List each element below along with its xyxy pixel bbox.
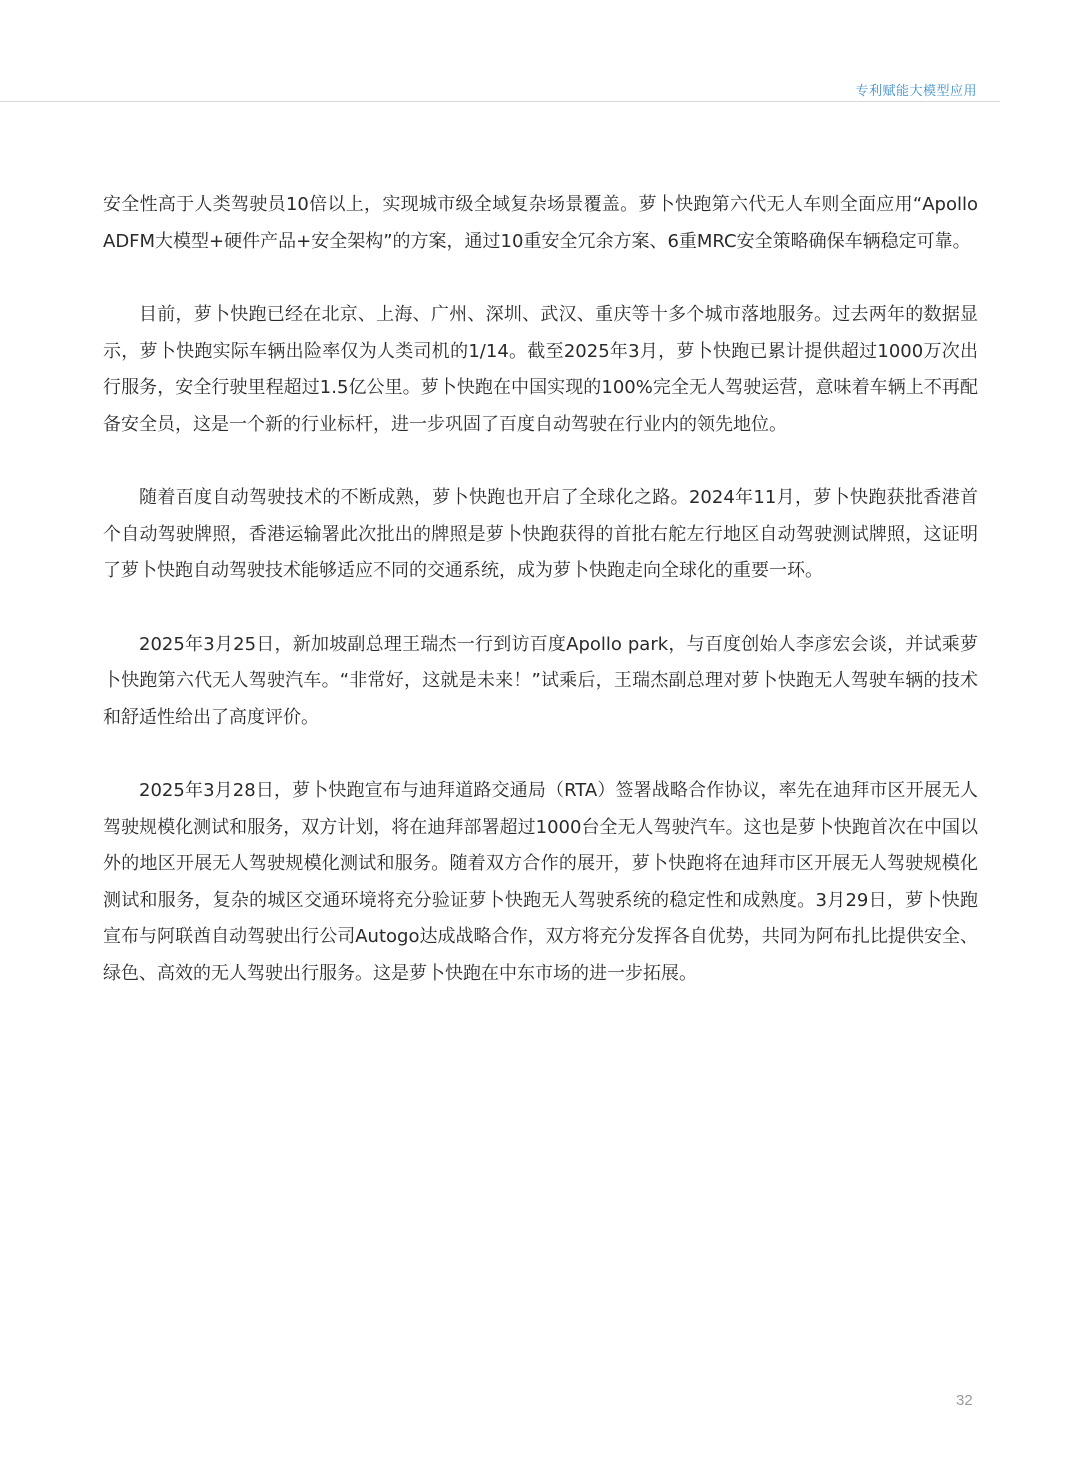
page-number: 32: [956, 1392, 973, 1409]
paragraph-middle-east: 2025年3月28日，萝卜快跑宣布与迪拜道路交通局（RTA）签署战略合作协议，率先在迪拜市区开展无人驾驶规模化测试和服务，双方计划，将在迪拜部署超过1000台全无人驾驶汽车。这也是萝卜快跑首次在中国以外的地区开展无人驾驶规模化测试和服务。随着双方合作的展开，萝卜快跑将在迪拜市区开展无人驾驶规模化测试和服务，复杂的城区交通环境将充分验证萝卜快跑无人驾驶系统的稳定性和成熟度。3月29日，萝卜快跑宣布与阿联酋自动驾驶出行公司Autogo达成战略合作，双方将充分发挥各自优势，共同为阿布扎比提供安全、绿色、高效的无人驾驶出行服务。这是萝卜快跑在中东市场的进一步拓展。: [103, 780, 978, 984]
paragraph-singapore-visit: 2025年3月25日，新加坡副总理王瑞杰一行到访百度Apollo park，与百度创始人李彦宏会谈，并试乘萝卜快跑第六代无人驾驶汽车。“非常好，这就是未来！”试乘后，王瑞杰副总理对萝卜快跑无人驾驶车辆的技术和舒适性给出了高度评价。: [103, 633, 978, 728]
paragraph-continuation: 安全性高于人类驾驶员10倍以上，实现城市级全域复杂场景覆盖。萝卜快跑第六代无人车则全面应用“Apollo ADFM大模型+硬件产品+安全架构”的方案，通过10重安全冗余方案、6重MRC安全策略确保车辆稳定可靠。: [103, 194, 978, 252]
article-body: [103, 187, 978, 1029]
paragraph-globalization: 随着百度自动驾驶技术的不断成熟，萝卜快跑也开启了全球化之路。2024年11月，萝卜快跑获批香港首个自动驾驶牌照，香港运输署此次批出的牌照是萝卜快跑获得的首批右舵左行地区自动驾驶测试牌照，这证明了萝卜快跑自动驾驶技术能够适应不同的交通系统，成为萝卜快跑走向全球化的重要一环。: [103, 487, 978, 581]
header-divider: [0, 101, 1000, 102]
paragraph-domestic-operations: 目前，萝卜快跑已经在北京、上海、广州、深圳、武汉、重庆等十多个城市落地服务。过去两年的数据显示，萝卜快跑实际车辆出险率仅为人类司机的1/14。截至2025年3月，萝卜快跑已累计提供超过1000万次出行服务，安全行驶里程超过1.5亿公里。萝卜快跑在中国实现的100%完全无人驾驶运营，意味着车辆上不再配备安全员，这是一个新的行业标杆，进一步巩固了百度自动驾驶在行业内的领先地位。: [103, 304, 978, 435]
running-header: 专利赋能大模型应用: [855, 84, 977, 99]
